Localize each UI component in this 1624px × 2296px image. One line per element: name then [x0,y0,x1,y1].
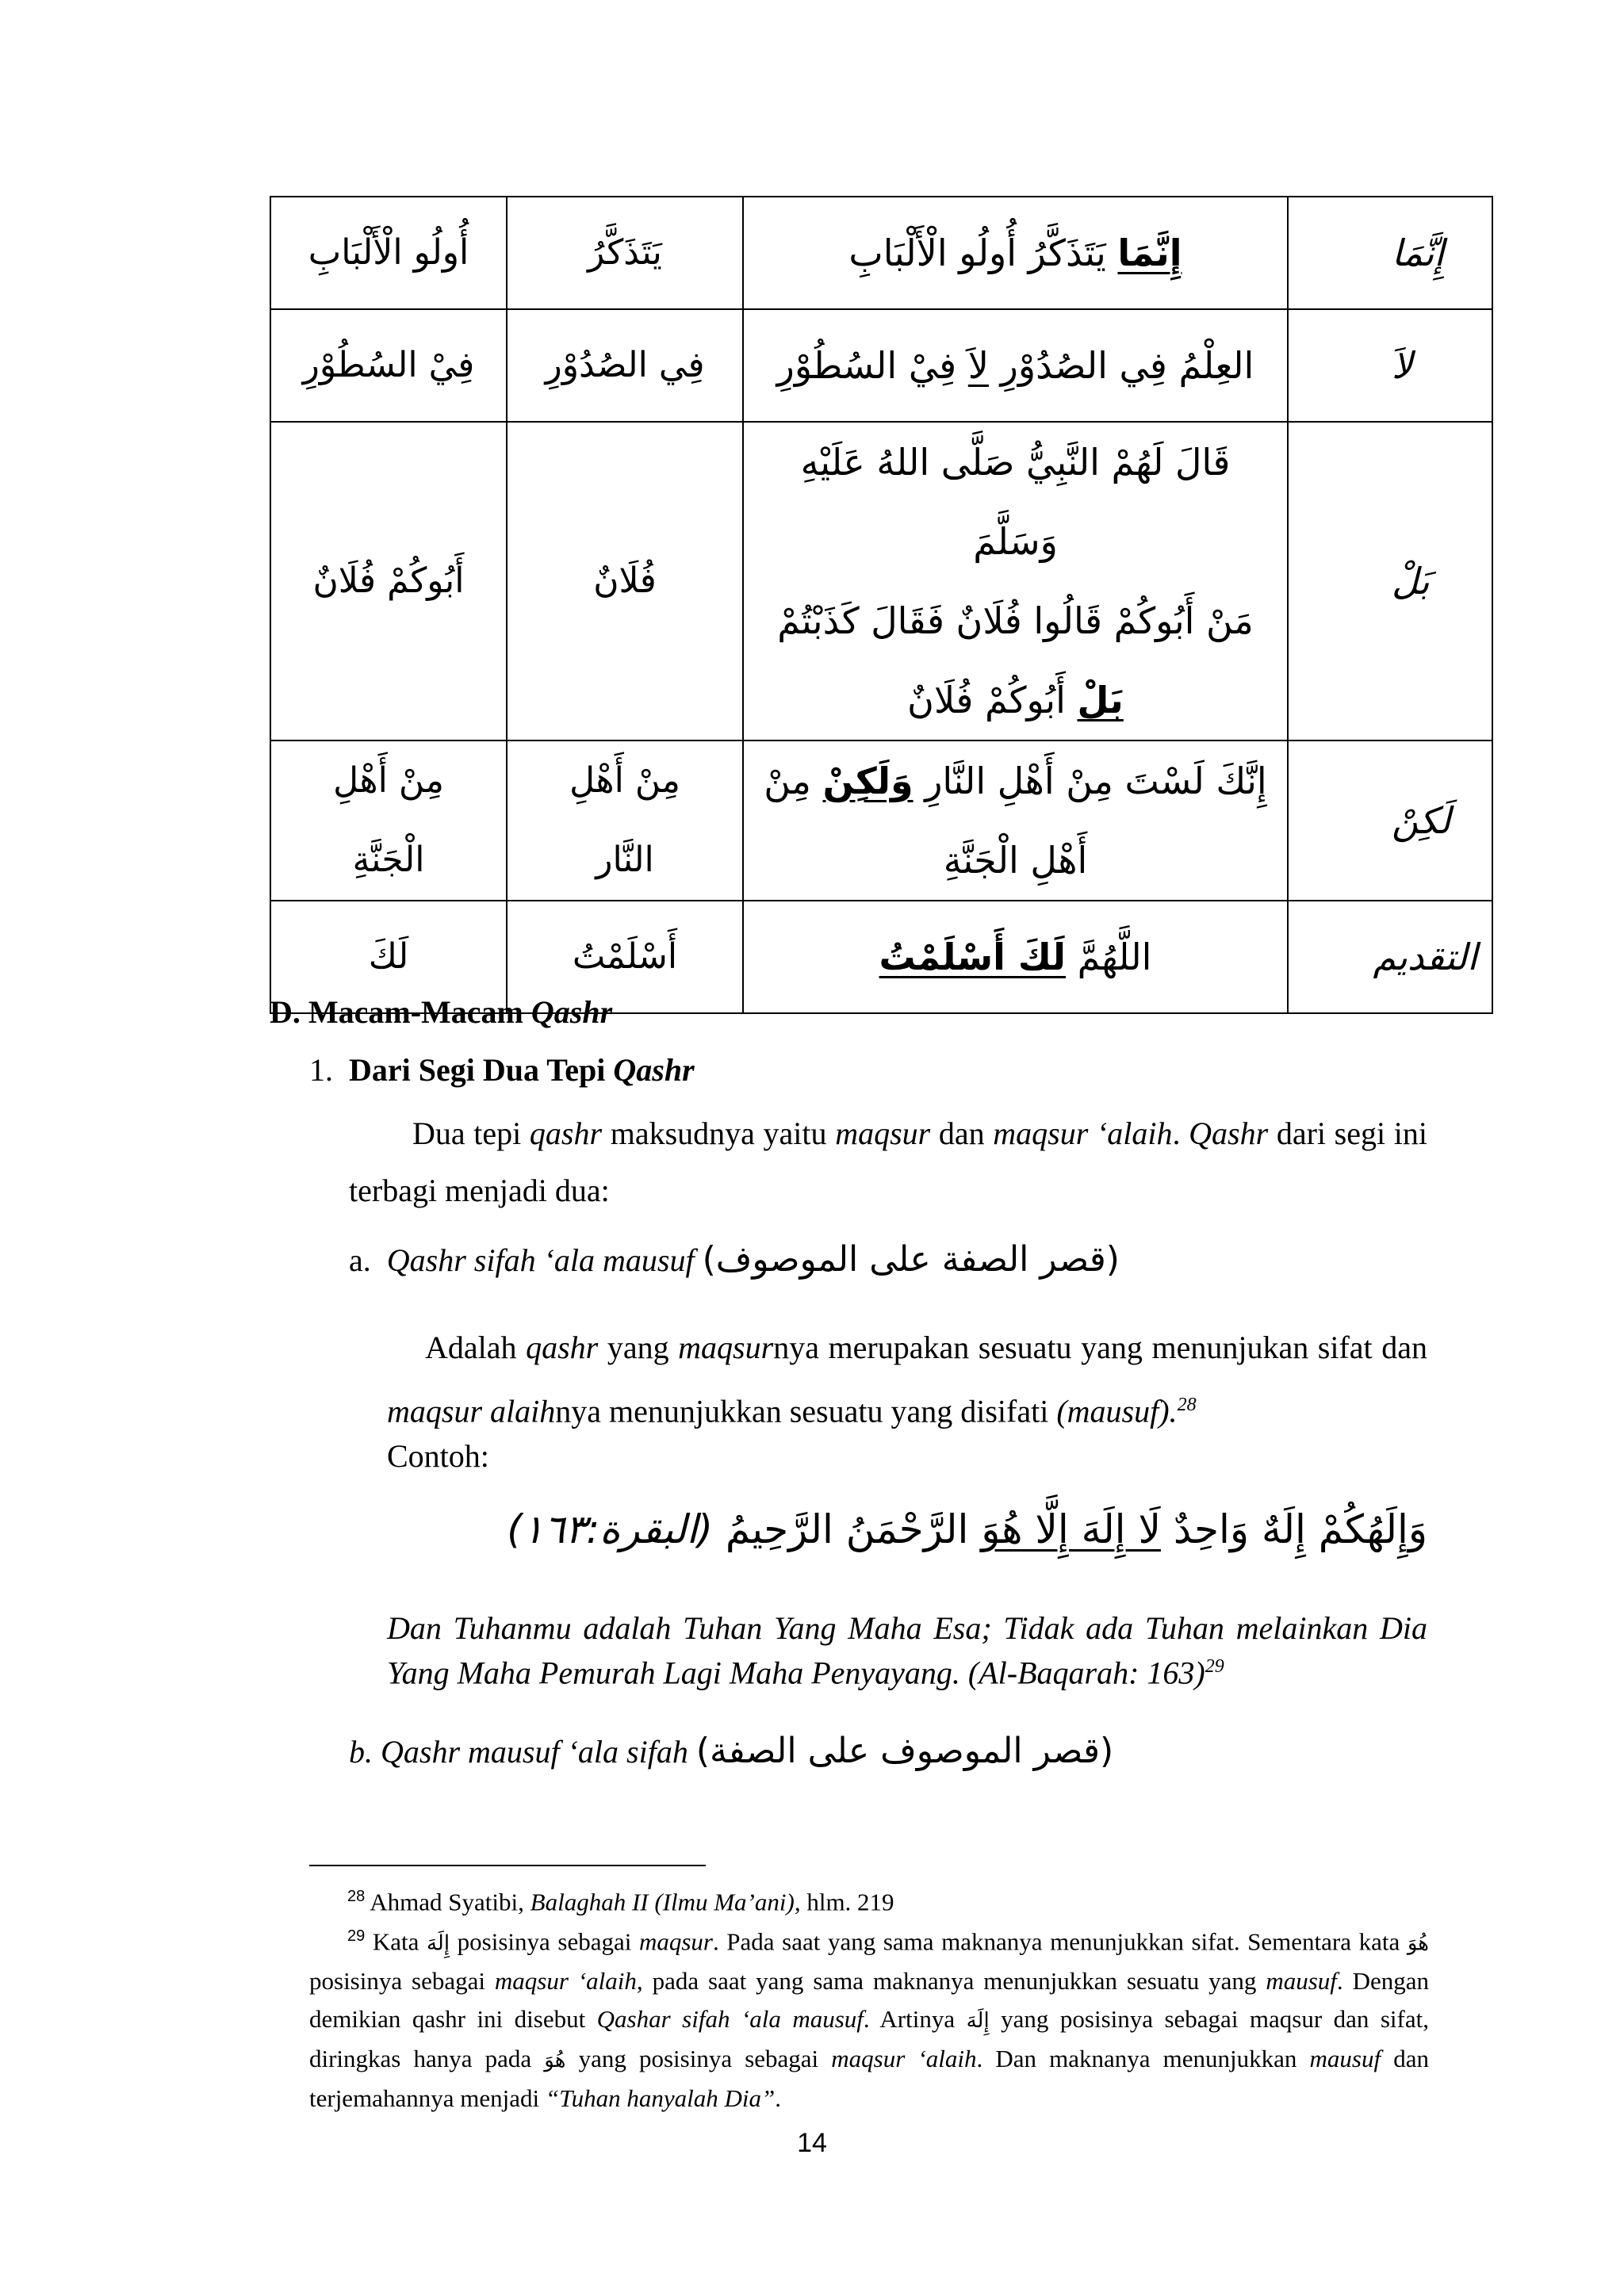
tool-word: إِنَّمَا [1117,232,1182,274]
maqsur-alaih-cell: فِيْ السُطُوْرِ [270,309,507,422]
verse-underlined: لَا إِلَهَ إِلَّا هُوَ [981,1506,1161,1552]
footnote-ref[interactable]: 28 [1177,1395,1197,1415]
example-text: يَتَذَكَّرُ أُولُو الْأَلْبَابِ [848,232,1118,274]
subsection-number: 1. [309,1052,333,1088]
tool-cell: التقديم [1288,901,1492,1013]
maqsur-cell: فِي الصُدُوْرِ [507,309,743,422]
verse-translation: Dan Tuhanmu adalah Tuhan Yang Maha Esa; Tidak ada Tuhan melainkan Dia Yang Maha Pemurah Lagi Maha Penyayang. (Al-Baqarah: 163)$^{29}$ [387,1610,1427,1691]
footnote-ref[interactable]: 29 [1205,1656,1224,1677]
verse-reference: (البقرة:١٦٣) [507,1506,713,1552]
maqsur-alaih-cell: لَكَ [270,901,507,1013]
table-row [270,740,1492,901]
item-a-arabic: (قصر الصفة على الموصوف) [702,1239,1120,1280]
example-line: مَنْ أَبُوكُمْ قَالُوا فُلَانٌ فَقَالَ كَذَبْتُمْ [777,599,1254,642]
tool-word: بَلْ [1077,679,1124,721]
example-line: قَالَ لَهُمْ النَّبِيُّ صَلَّى اللهُ عَلَيْهِ وَسَلَّمَ [800,441,1231,563]
subsection-heading [309,1051,695,1089]
maqsur-cell: فُلَانٌ [507,422,743,740]
subsection-title: Dari Segi Dua Tepi Qashr [349,1052,695,1088]
example-text: أَبُوكُمْ فُلَانٌ [907,679,1078,721]
item-a [349,1237,1120,1284]
item-b [349,1728,1113,1775]
footnote-separator [309,1865,706,1866]
quran-verse: وَإِلَهُكُمْ إِلَهٌ وَاحِدٌ لَا إِلَهَ إِلَّا هُوَ الرَّحْمَنُ الرَّحِيمُ (البقرة:١٦٣) [507,1506,1427,1552]
example-text: اللَّهُمَّ [1065,936,1152,978]
cell-line: النَّار [596,840,654,880]
qashr-tools-table [270,196,1493,1014]
example-text: مِنْ [764,760,823,802]
tool-cell: بَلْ [1288,422,1492,740]
example-label: Contoh: [387,1438,489,1474]
example-cell [743,422,1288,740]
example-cell [743,901,1288,1013]
example-cell [743,309,1288,422]
item-b-title: b. Qashr mausuf ‘ala sifah [349,1734,688,1770]
tool-word: لَكَ أَسْلَمْتُ [879,936,1066,978]
section-heading [270,993,612,1031]
footnote-28: $^{28}$ Ahmad Syatibi, Balaghah II (Ilmu Ma’ani), hlm. 219 [347,1888,894,1916]
item-a-title: Qashr sifah ‘ala mausuf [386,1242,695,1278]
maqsur-alaih-cell [270,740,507,901]
maqsur-alaih-cell: أَبُوكُمْ فُلَانٌ [270,422,507,740]
section-title-italic: Qashr [530,994,613,1030]
table-row [270,197,1492,309]
cell-line: مِنْ أَهْلِ [569,760,680,801]
example-text: إِنَّكَ لَسْتَ مِنْ أَهْلِ النَّارِ [913,760,1267,802]
tool-cell: لَكِنْ [1288,740,1492,901]
tool-cell: لاَ [1288,309,1492,422]
example-cell [743,740,1288,901]
item-a-label: a. [349,1242,371,1278]
table-row [270,309,1492,422]
example-line: أَهْلِ الْجَنَّةِ [943,839,1088,882]
tool-word: وَلَكِنْ [822,760,914,802]
paragraph-definition-a: Adalah qashr yang maqsurnya merupakan sesuatu yang menunjukan sifat dan maqsur alaihnya menunjukkan sesuatu yang disifati (mausuf).$^{28}$ [387,1330,1427,1429]
footnote-29: $^{29}$ Kata إِلَهَ posisinya sebagai maqsur. Pada saat yang sama maknanya menunjukkan sifat. Sementara kata هُوَ posisinya sebagai maqsur ‘alaih, pada saat yang sama maknanya menunjukkan sesuatu yang mausuf. Dengan demikian qashr ini disebut Qashar sifah ‘ala mausuf. Artinya إِلَهَ yang posisinya sebagai maqsur dan sifat, diringkas hanya pada هُوَ yang posisinya sebagai maqsur ‘alaih. Dan maknanya menunjukkan mausuf dan terjemahannya menjadi “Tuhan hanyalah Dia”. [309,1927,1430,2113]
maqsur-cell: يَتَذَكَّرُ [507,197,743,309]
section-letter: D. [270,994,301,1030]
paragraph-intro: Dua tepi qashr maksudnya yaitu maqsur dan maqsur ‘alaih. Qashr dari segi ini terbagi menjadi dua: [349,1115,1427,1208]
maqsur-alaih-cell: أُولُو الْأَلْبَابِ [270,197,507,309]
cell-line: مِنْ أَهْلِ [333,760,444,801]
item-b-arabic: (قصر الموصوف على الصفة) [695,1731,1114,1771]
example-cell [743,197,1288,309]
cell-line: الْجَنَّةِ [352,840,425,880]
section-title: Macam-Macam [308,994,531,1030]
maqsur-cell: أَسْلَمْتُ [507,901,743,1013]
page-number: 14 [797,2128,827,2158]
example-text: العِلْمُ فِي الصُدُوْرِ [989,344,1254,387]
table-row [270,422,1492,740]
example-line [758,660,1273,740]
tool-word: لاَ [967,344,990,387]
maqsur-cell [507,740,743,901]
tool-cell: إِنَّمَا [1288,197,1492,309]
example-line [758,741,1273,821]
example-text: فِيْ السُطُوْرِ [776,344,968,387]
